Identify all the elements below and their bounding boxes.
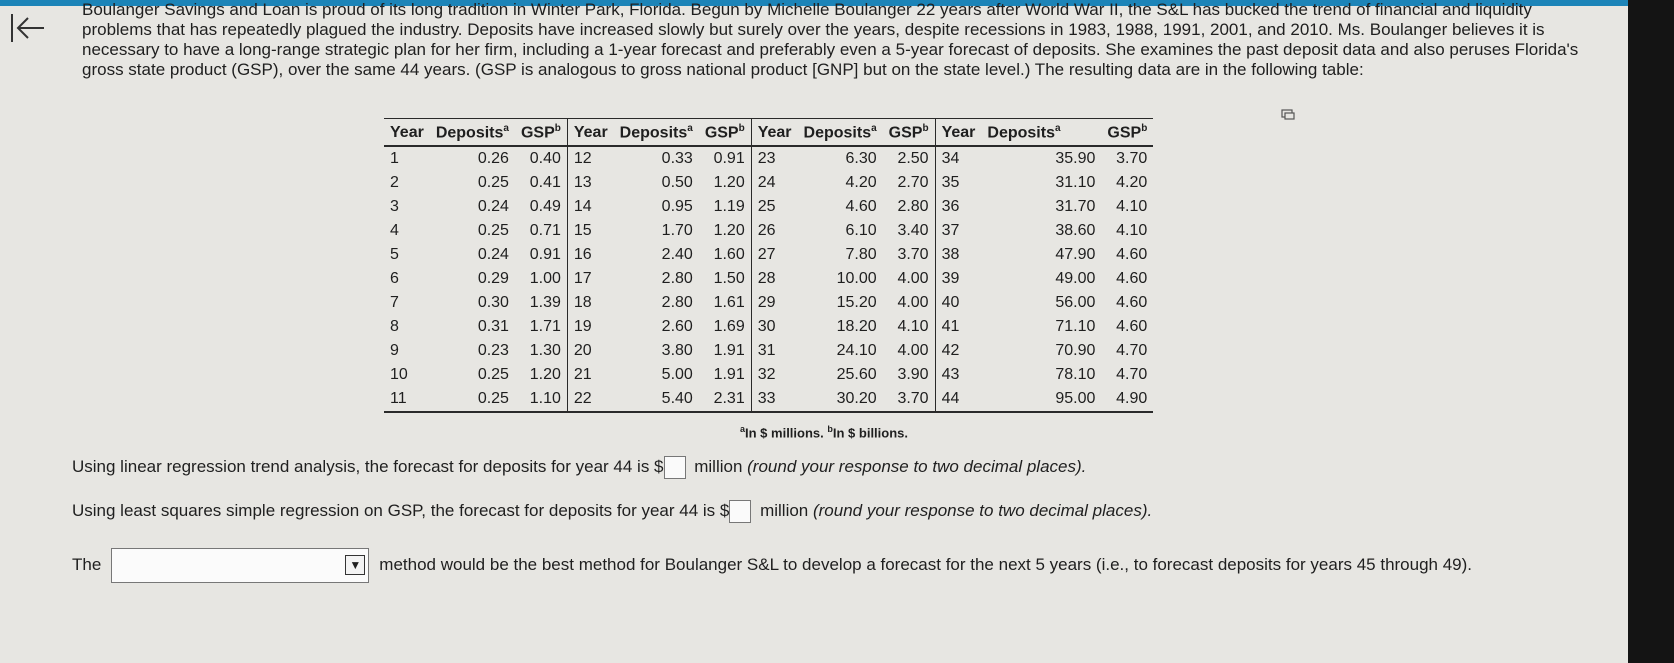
cell-gsp: 4.20 [1116, 174, 1148, 192]
cell-year: 20 [567, 339, 613, 363]
cell-gsp: 3.40 [897, 222, 929, 240]
cell-gsp: 2.31 [713, 390, 745, 408]
cell-gsp: 3.70 [897, 246, 929, 264]
cell-year: 35 [935, 171, 981, 195]
cell-deposits: 31.10 [1055, 174, 1096, 192]
cell-deposits: 30.20 [836, 390, 877, 408]
cell-deposits: 0.31 [477, 318, 509, 336]
cell-year: 42 [935, 339, 981, 363]
cell-year: 25 [751, 195, 797, 219]
cell-year: 40 [935, 291, 981, 315]
cell-year: 2 [390, 174, 399, 192]
cell-year: 21 [567, 363, 613, 387]
cell-year: 5 [390, 246, 399, 264]
cell-gsp: 0.71 [529, 222, 561, 240]
cell-deposits: 25.60 [836, 366, 877, 384]
cell-year: 18 [567, 291, 613, 315]
cell-deposits: 6.30 [845, 150, 877, 168]
cell-deposits: 78.10 [1055, 366, 1096, 384]
header-deposits: Deposits$^a$ [619, 123, 693, 142]
cell-year: 4 [390, 222, 399, 240]
right-edge-bar [1628, 0, 1674, 663]
header-gsp: GSP$^b$ [704, 123, 745, 142]
cell-gsp: 1.60 [713, 246, 745, 264]
cell-deposits: 2.40 [661, 246, 693, 264]
problem-intro-text: Boulanger Savings and Loan is proud of its long tradition in Winter Park, Florida. Begun by Michelle Boulanger 22 years after World War II, the S&L has bucked the trend of financial and liquidity problems that has repeatedly plagued the industry. Deposits have increased slowly but surely over the years, despite recessions in 1983, 1988, 1991, 2001, and 2010. Ms. Boulanger believes it is necessary to have a long-range strategic plan for her firm, including a 1-year forecast and preferably even a 5-year forecast of deposits. She examines the past deposit data and also peruses Florida's gross state product (GSP), over the same 44 years. (GSP is analogous to gross national product [GNP] but on the state level.) The resulting data are in the following table: [82, 0, 1579, 79]
header-year: Year [935, 119, 981, 147]
cell-gsp: 4.70 [1116, 342, 1148, 360]
cell-deposits: 2.80 [661, 270, 693, 288]
cell-gsp: 1.61 [713, 294, 745, 312]
cell-deposits: 7.80 [845, 246, 877, 264]
table-row [384, 219, 1153, 243]
cell-deposits: 0.50 [661, 174, 693, 192]
cell-deposits: 4.60 [845, 198, 877, 216]
cell-gsp: 4.10 [1116, 222, 1148, 240]
header-year: Year [751, 119, 797, 147]
table-row [384, 243, 1153, 267]
cell-year: 8 [390, 318, 399, 336]
header-gsp: GSP$^b$ [888, 123, 929, 142]
cell-deposits: 49.00 [1055, 270, 1096, 288]
cell-deposits: 2.60 [661, 318, 693, 336]
cell-deposits: 1.70 [661, 222, 693, 240]
cell-gsp: 4.10 [1116, 198, 1148, 216]
cell-year: 6 [390, 270, 399, 288]
deposits-gsp-table [384, 118, 1153, 413]
table-row [384, 195, 1153, 219]
cell-gsp: 0.91 [713, 150, 745, 168]
header-deposits: Deposits$^a$ [435, 123, 509, 142]
cell-gsp: 1.39 [529, 294, 561, 312]
cell-gsp: 1.19 [713, 198, 745, 216]
header-deposits: Deposits$^a$ [803, 123, 877, 142]
cell-gsp: 1.71 [529, 318, 561, 336]
cell-deposits: 0.25 [477, 174, 509, 192]
cell-deposits: 56.00 [1055, 294, 1096, 312]
cell-year: 19 [567, 315, 613, 339]
cell-deposits: 18.20 [836, 318, 877, 336]
cell-gsp: 0.41 [529, 174, 561, 192]
cell-gsp: 1.20 [529, 366, 561, 384]
cell-deposits: 0.95 [661, 198, 693, 216]
cell-year: 38 [935, 243, 981, 267]
table-header-row [384, 119, 1153, 147]
cell-year: 34 [935, 146, 981, 171]
cell-gsp: 2.70 [897, 174, 929, 192]
cell-year: 13 [567, 171, 613, 195]
cell-year: 26 [751, 219, 797, 243]
cell-gsp: 2.50 [897, 150, 929, 168]
cell-deposits: 0.25 [477, 366, 509, 384]
cell-gsp: 1.20 [713, 222, 745, 240]
cell-gsp: 1.91 [713, 342, 745, 360]
table-row [384, 339, 1153, 363]
cell-year: 15 [567, 219, 613, 243]
cell-year: 16 [567, 243, 613, 267]
cell-gsp: 4.60 [1116, 294, 1148, 312]
cell-year: 31 [751, 339, 797, 363]
table-body [384, 146, 1153, 412]
cell-deposits: 0.30 [477, 294, 509, 312]
cell-year: 28 [751, 267, 797, 291]
header-deposits: Deposits$^a$ [987, 123, 1061, 142]
table-row [384, 146, 1153, 171]
cell-year: 14 [567, 195, 613, 219]
cell-deposits: 31.70 [1055, 198, 1096, 216]
cell-year: 27 [751, 243, 797, 267]
cell-gsp: 1.20 [713, 174, 745, 192]
cell-gsp: 4.00 [897, 294, 929, 312]
cell-deposits: 10.00 [836, 270, 877, 288]
header-gsp: GSP$^b$ [1107, 123, 1148, 142]
cell-deposits: 0.26 [477, 150, 509, 168]
cell-gsp: 0.91 [529, 246, 561, 264]
cell-deposits: 6.10 [845, 222, 877, 240]
cell-deposits: 5.40 [661, 390, 693, 408]
cell-gsp: 4.00 [897, 342, 929, 360]
cell-gsp: 4.60 [1116, 318, 1148, 336]
cell-gsp: 1.69 [713, 318, 745, 336]
cell-year: 44 [935, 387, 981, 412]
cell-gsp: 4.70 [1116, 366, 1148, 384]
cell-deposits: 24.10 [836, 342, 877, 360]
cell-year: 32 [751, 363, 797, 387]
cell-deposits: 0.23 [477, 342, 509, 360]
cell-gsp: 4.60 [1116, 246, 1148, 264]
cell-gsp: 0.40 [529, 150, 561, 168]
answer-input-gsp[interactable] [729, 500, 751, 523]
header-gsp: GSP$^b$ [520, 123, 561, 142]
cell-deposits: 2.80 [661, 294, 693, 312]
cell-deposits: 3.80 [661, 342, 693, 360]
cell-deposits: 4.20 [845, 174, 877, 192]
cell-deposits: 0.24 [477, 198, 509, 216]
cell-gsp: 1.30 [529, 342, 561, 360]
cell-gsp: 3.70 [1116, 150, 1148, 168]
table-row [384, 267, 1153, 291]
answer-input-trend[interactable] [664, 456, 686, 479]
cell-year: 23 [751, 146, 797, 171]
cell-gsp: 1.00 [529, 270, 561, 288]
cell-deposits: 0.25 [477, 390, 509, 408]
cell-year: 3 [390, 198, 399, 216]
cell-deposits: 95.00 [1055, 390, 1096, 408]
dropdown-arrow-icon[interactable]: ▼ [345, 555, 365, 575]
cell-year: 9 [390, 342, 399, 360]
cell-gsp: 4.60 [1116, 270, 1148, 288]
cell-deposits: 0.29 [477, 270, 509, 288]
header-year: Year [390, 123, 424, 141]
cell-gsp: 4.00 [897, 270, 929, 288]
cell-gsp: 4.90 [1116, 390, 1148, 408]
cell-gsp: 0.49 [529, 198, 561, 216]
cell-deposits: 38.60 [1055, 222, 1096, 240]
cell-year: 7 [390, 294, 399, 312]
question-gsp-regression: Using least squares simple regression on GSP, the forecast for deposits for year 44 is $ million (round your response to two decimal places). [72, 500, 1152, 523]
cell-gsp: 1.50 [713, 270, 745, 288]
cell-gsp: 3.90 [897, 366, 929, 384]
cell-year: 11 [390, 390, 407, 408]
copy-table-icon[interactable] [1281, 109, 1295, 120]
table-footnote: $^a$In $ millions. $^b$In $ billions. [740, 424, 909, 441]
cell-year: 37 [935, 219, 981, 243]
cell-deposits: 70.90 [1055, 342, 1096, 360]
cell-year: 36 [935, 195, 981, 219]
cell-year: 24 [751, 171, 797, 195]
cell-year: 43 [935, 363, 981, 387]
table-row [384, 315, 1153, 339]
cell-year: 41 [935, 315, 981, 339]
cell-deposits: 15.20 [836, 294, 877, 312]
cell-gsp: 1.91 [713, 366, 745, 384]
cell-year: 33 [751, 387, 797, 412]
cell-year: 10 [390, 366, 408, 384]
cell-deposits: 5.00 [661, 366, 693, 384]
table-row [384, 291, 1153, 315]
cell-gsp: 4.10 [897, 318, 929, 336]
cell-deposits: 35.90 [1055, 150, 1096, 168]
table-row [384, 363, 1153, 387]
cell-gsp: 2.80 [897, 198, 929, 216]
question-best-method: The ▼ method would be the best method for Boulanger S&L to develop a forecast for the next 5 years (i.e., to forecast deposits for years 45 through 49). [72, 548, 1472, 583]
cell-deposits: 0.24 [477, 246, 509, 264]
cell-deposits: 0.33 [661, 150, 693, 168]
cell-year: 29 [751, 291, 797, 315]
cell-year: 17 [567, 267, 613, 291]
cell-year: 12 [567, 146, 613, 171]
cell-year: 22 [567, 387, 613, 412]
table-row [384, 387, 1153, 412]
cell-year: 39 [935, 267, 981, 291]
back-arrow-icon[interactable] [8, 10, 48, 46]
cell-gsp: 3.70 [897, 390, 929, 408]
header-year: Year [567, 119, 613, 147]
cell-deposits: 47.90 [1055, 246, 1096, 264]
cell-deposits: 71.10 [1055, 318, 1096, 336]
method-select-dropdown[interactable] [111, 548, 369, 583]
cell-deposits: 0.25 [477, 222, 509, 240]
cell-gsp: 1.10 [529, 390, 561, 408]
cell-year: 30 [751, 315, 797, 339]
cell-year: 1 [390, 150, 399, 168]
table-row [384, 171, 1153, 195]
question-linear-trend: Using linear regression trend analysis, the forecast for deposits for year 44 is $ million (round your response to two decimal places). [72, 456, 1086, 479]
